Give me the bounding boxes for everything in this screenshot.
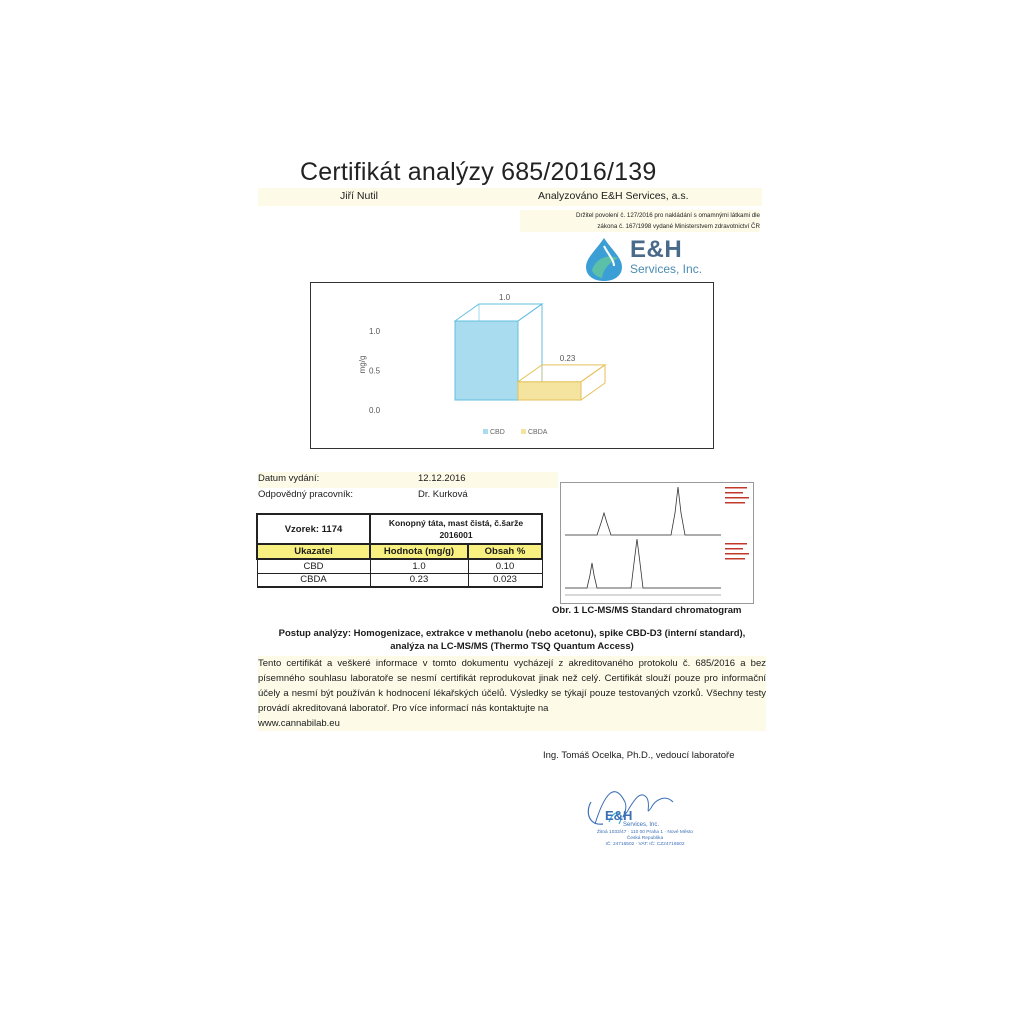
signature-line: Ing. Tomáš Ocelka, Ph.D., vedoucí laboratoře xyxy=(543,750,735,761)
disclaimer-text xyxy=(258,656,766,731)
bar-data-label: 1.0 xyxy=(498,293,511,302)
issue-date-label: Datum vydání: xyxy=(258,473,320,484)
analyzer-name: Analyzováno E&H Services, a.s. xyxy=(538,190,689,202)
bar-chart-svg xyxy=(311,283,713,448)
company-logo xyxy=(582,236,732,282)
y-tick-label: 0.5 xyxy=(369,366,381,376)
legend-swatch xyxy=(521,429,526,434)
chromatogram-caption: Obr. 1 LC-MS/MS Standard chromatogram xyxy=(552,605,742,616)
issue-date-value: 12.12.2016 xyxy=(418,473,466,484)
procedure-line-1: Postup analýzy: Homogenizace, extrakce v methanolu (nebo acetonu), spike CBD-D3 (interní standard), xyxy=(278,628,746,639)
chromatogram-plot xyxy=(561,483,753,603)
client-name: Jiří Nutil xyxy=(340,190,378,202)
stamp-address xyxy=(565,830,725,848)
stamp-line-2: Česká Republika xyxy=(626,836,664,841)
permit-line-1: Držitel povolení č. 127/2016 pro nakládání s omamnými látkami dle xyxy=(576,212,760,219)
company-stamp xyxy=(555,772,725,852)
header-indicator: Ukazatel xyxy=(257,544,370,559)
bar-top-face xyxy=(455,304,542,321)
row-cbda-name: CBDA xyxy=(257,573,370,587)
responsible-worker-row xyxy=(258,488,558,504)
table-row xyxy=(257,559,542,573)
y-tick-label: 1.0 xyxy=(369,327,381,336)
disclaimer-paragraph: Tento certifikát a veškeré informace v tomto dokumentu vycházejí z akreditovaného protokolu č. 685/2016 a bez písemného souhlasu laboratoře se nesmí certifikát reprodukovat jinak než celý. Certifikát slouží pouze pro informační účely a nesmí být používán k hodnocení lékařských účelů. Výsledky se týkají pouze testovaných vzorků. Všechny testy provádí akreditovaná laboratoř. Pro více informací nás kontaktujte na xyxy=(258,658,766,714)
legend-label: CBDA xyxy=(528,429,548,436)
logo-subtitle: Services, Inc. xyxy=(630,262,703,276)
sample-description-line-2: 2016001 xyxy=(439,530,473,540)
sample-id: Vzorek: 1174 xyxy=(257,514,370,544)
results-table xyxy=(256,513,543,588)
responsible-worker-value: Dr. Kurková xyxy=(418,489,468,500)
bar-data-label: 0.23 xyxy=(559,353,576,363)
sample-description xyxy=(370,514,542,544)
header-row xyxy=(258,188,762,206)
permit-line-2: zákona č. 167/1998 vydané Ministerstvem zdravotnictví ČR xyxy=(597,223,760,230)
stamp-name: E&H xyxy=(605,808,633,823)
header-content: Obsah % xyxy=(468,544,542,559)
chromatogram-image xyxy=(560,482,754,604)
responsible-worker-label: Odpovědný pracovník: xyxy=(258,489,354,500)
legend-label: CBD xyxy=(490,429,505,436)
logo-name: E&H xyxy=(630,236,683,263)
bar-front-face xyxy=(518,382,581,400)
header-value: Hodnota (mg/g) xyxy=(370,544,468,559)
procedure-line-2: analýza na LC-MS/MS (Thermo TSQ Quantum Access) xyxy=(390,641,634,652)
stamp-subtitle: Services, Inc. xyxy=(623,822,660,828)
content-chart xyxy=(310,282,714,449)
table-header-row xyxy=(257,544,542,559)
legend-swatch xyxy=(483,429,488,434)
table-row xyxy=(257,573,542,587)
drop-leaf-icon xyxy=(582,236,626,282)
permit-note xyxy=(520,210,760,232)
certificate-title: Certifikát analýzy 685/2016/139 xyxy=(300,158,657,186)
bar-top-face xyxy=(518,365,605,382)
row-cbd-value: 1.0 xyxy=(370,559,468,573)
procedure-text xyxy=(258,627,766,653)
row-cbd-content: 0.10 xyxy=(468,559,542,573)
issue-date-row xyxy=(258,472,558,488)
stamp-line-3: IČ: 24716502 · VAT: IČ: CZ24716502 xyxy=(605,842,685,847)
y-tick-label: 0.0 xyxy=(369,406,381,415)
website-link[interactable]: www.cannabilab.eu xyxy=(258,718,340,729)
y-axis-label: mg/g xyxy=(358,355,367,374)
sample-row xyxy=(257,514,542,544)
bar-cbda xyxy=(518,354,605,400)
row-cbda-value: 0.23 xyxy=(370,573,468,587)
row-cbd-name: CBD xyxy=(257,559,370,573)
sample-description-line-1: Konopný táta, mast čistá, č.šarže xyxy=(388,518,524,528)
issue-info xyxy=(258,472,558,504)
row-cbda-content: 0.023 xyxy=(468,573,542,587)
stamp-line-1: Žitná 1033/47 · 110 00 Praha 1 · Nové Město xyxy=(597,830,693,835)
bar-side-face xyxy=(581,365,605,400)
bar-front-face xyxy=(455,321,518,400)
